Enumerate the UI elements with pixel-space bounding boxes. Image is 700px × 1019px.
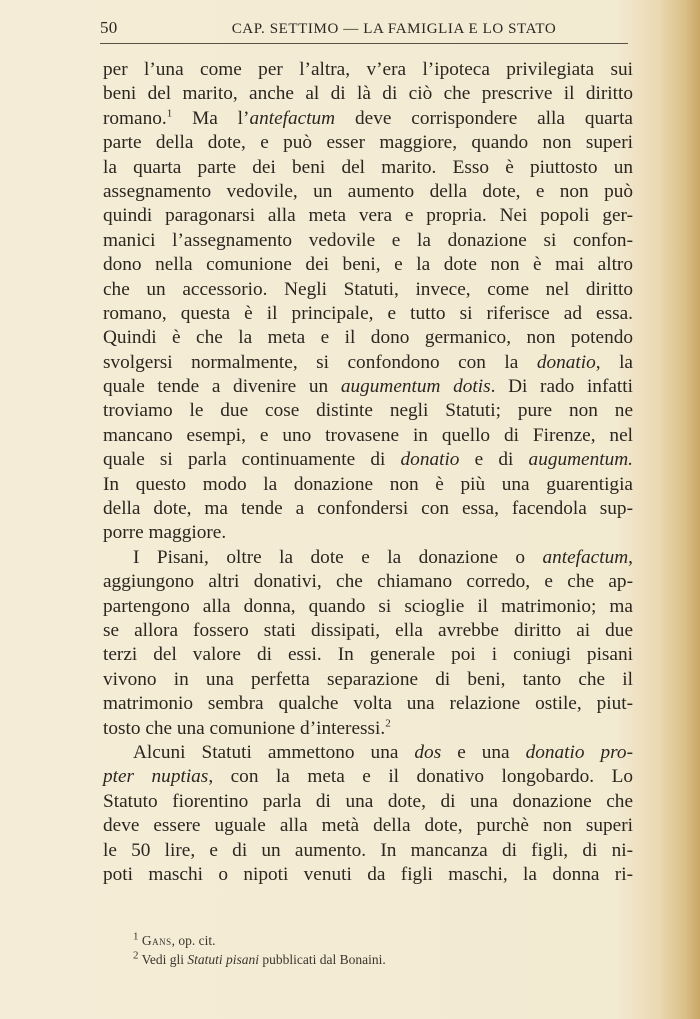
line-text: matrimonio sembra qualche volta una relazione ostile, piut-	[103, 693, 633, 715]
line-text: e di	[459, 449, 529, 471]
footnote-ref: 2	[385, 717, 391, 730]
line-text: quindi paragonarsi alla meta vera e propria. Nei popoli ger-	[103, 205, 633, 227]
line-text: quale si parla continuamente di	[103, 449, 401, 471]
footnotes	[133, 931, 613, 969]
line-text: porre maggiore.	[103, 522, 227, 544]
page-number: 50	[100, 18, 118, 37]
line-text: terzi del valore di essi. In generale poi i coniugi pisani	[103, 644, 633, 666]
text-line	[103, 790, 633, 814]
line-text: Quindi è che la meta e il dono germanico, non potendo	[103, 327, 633, 349]
line-text: la quarta parte dei beni del marito. Esso è piuttosto un	[103, 156, 633, 178]
line-text: vivono in una perfetta separazione di beni, tanto che il	[103, 668, 633, 690]
line-text: tosto che una comunione d’interessi.	[103, 717, 386, 739]
text-line	[103, 448, 633, 472]
text-line	[103, 253, 633, 277]
line-text: assegnamento vedovile, un aumento della dote, e non può	[103, 180, 633, 202]
text-line	[103, 229, 633, 253]
text-line	[103, 180, 633, 204]
line-text: le 50 lire, e di un aumento. In mancanza di figli, di ni-	[103, 839, 633, 861]
header-rule	[100, 43, 628, 44]
footnote	[133, 931, 613, 950]
line-text: deve essere uguale alla metà della dote, purchè non superi	[103, 815, 633, 837]
line-text: aggiungono altri donativi, che chiamano corredo, e che ap-	[103, 571, 633, 593]
footnote	[133, 950, 613, 969]
footnote-number: 1	[133, 930, 139, 943]
text-line	[103, 278, 633, 302]
text-line	[103, 570, 633, 594]
line-text: Statuto fiorentino parla di una dote, di una donazione che	[103, 790, 633, 812]
footnote-ref: 1	[166, 107, 173, 120]
text-line	[103, 107, 633, 131]
line-text: romano, questa è il principale, e tutto si riferisce ad essa.	[103, 302, 633, 324]
line-text: partengono alla donna, quando si scioglie il matrimonio; ma	[103, 595, 633, 617]
text-line	[103, 717, 633, 741]
text-line	[103, 765, 633, 789]
line-text: beni del marito, anche al di là di ciò che prescrive il diritto	[103, 83, 633, 105]
line-text: Ma l’	[172, 107, 250, 129]
line-text: In questo modo la donazione non è più una guarentigia	[103, 473, 633, 495]
text-line	[103, 814, 633, 838]
text-line	[103, 302, 633, 326]
line-text: quale tende a divenire un	[103, 376, 341, 398]
text-line	[103, 399, 633, 423]
text-line	[103, 82, 633, 106]
italic-text: antefactum	[249, 107, 336, 129]
body-text	[103, 58, 633, 887]
line-text: della dote, ma tende a confondersi con essa, facendola sup-	[103, 498, 633, 520]
text-line	[103, 546, 633, 570]
text-line	[103, 58, 633, 82]
line-text: e una	[441, 741, 526, 763]
text-line	[103, 595, 633, 619]
line-text: mancano esempi, e uno trovasene in quello di Firenze, nel	[103, 424, 633, 446]
line-text: , con la meta e il donativo longobardo. Lo	[208, 766, 633, 788]
line-text: manici l’assegnamento vedovile e la donazione si confon-	[103, 229, 633, 251]
line-text: deve corrispondere alla quarta	[335, 107, 633, 129]
footnote-author: Gans	[141, 933, 172, 948]
running-head: CAP. SETTIMO — LA FAMIGLIA E LO STATO	[231, 21, 557, 37]
italic-text: donatio	[400, 449, 460, 471]
text-line	[103, 375, 633, 399]
text-line	[103, 473, 633, 497]
line-text: , la	[595, 351, 633, 373]
footnote-text: Vedi gli	[141, 952, 188, 967]
text-line	[103, 424, 633, 448]
italic-text: pter nuptias	[103, 766, 209, 788]
line-text: Alcuni Statuti ammettono una	[133, 741, 415, 763]
footnote-title: Statuti pisani	[187, 952, 260, 967]
italic-text: donatio	[536, 351, 596, 373]
text-line	[103, 863, 633, 887]
line-text: I Pisani, oltre la dote e la donazione o	[133, 546, 543, 568]
text-line	[103, 326, 633, 350]
text-line	[103, 839, 633, 863]
italic-text: donatio pro-	[525, 741, 633, 763]
line-text: romano.	[103, 107, 167, 129]
text-line	[103, 692, 633, 716]
text-line	[103, 668, 633, 692]
footnote-text: pubblicati dal Bonaini.	[259, 952, 386, 967]
footnote-text: , op. cit.	[171, 933, 216, 948]
text-line	[103, 351, 633, 375]
italic-text: augumentum.	[528, 449, 633, 471]
line-text: se allora fossero stati dissipati, ella avrebbe diritto ai due	[103, 619, 633, 641]
italic-text: augumentum dotis	[340, 376, 491, 398]
text-line	[103, 643, 633, 667]
line-text: parte della dote, e può esser maggiore, quando non superi	[103, 132, 633, 154]
text-line	[103, 131, 633, 155]
line-text: . Di rado infatti	[490, 376, 633, 398]
line-text: svolgersi normalmente, si confondono con la	[103, 351, 537, 373]
line-text: dono nella comunione dei beni, e la dote non è mai altro	[103, 254, 633, 276]
italic-text: dos	[414, 741, 442, 763]
text-line	[103, 156, 633, 180]
line-text: poti maschi o nipoti venuti da figli maschi, la donna ri-	[103, 863, 633, 885]
line-text: troviamo le due cose distinte negli Statuti; pure non ne	[103, 400, 633, 422]
text-line	[103, 204, 633, 228]
line-text: che un accessorio. Negli Statuti, invece, come nel diritto	[103, 278, 633, 300]
text-line	[103, 521, 633, 545]
footnote-number: 2	[133, 949, 139, 962]
line-text: per l’una come per l’altra, v’era l’ipoteca privilegiata sui	[103, 59, 633, 80]
text-line	[103, 741, 633, 765]
text-line	[103, 497, 633, 521]
line-text: ,	[628, 546, 633, 568]
text-line	[103, 619, 633, 643]
page-header	[100, 18, 628, 40]
italic-text: antefactum	[542, 546, 629, 568]
